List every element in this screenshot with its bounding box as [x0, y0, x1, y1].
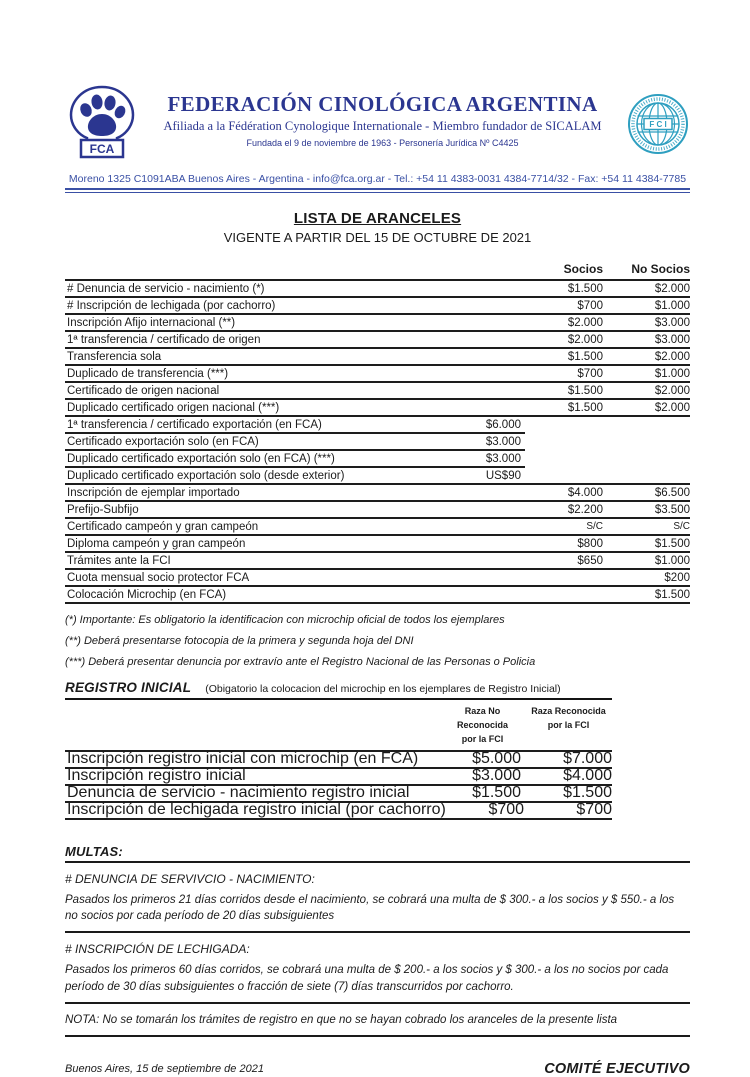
fee-label: Duplicado de transferencia (***)	[67, 367, 229, 380]
fee-row	[65, 587, 690, 604]
col-header-no-socios: No Socios	[631, 262, 690, 276]
registro-no-reconocida-value: $700	[488, 801, 525, 819]
registro-title: REGISTRO INICIAL	[65, 680, 192, 695]
registro-reconocida-value: $1.500	[563, 784, 612, 802]
fee-row	[65, 298, 690, 315]
fee-row	[65, 468, 690, 485]
fee-label: Certificado campeón y gran campeón	[67, 520, 259, 533]
fee-socios-value: $1.500	[567, 282, 603, 295]
fee-no-socios-value: S/C	[673, 521, 690, 532]
letterhead-text	[139, 84, 626, 148]
place-date: Buenos Aires, 15 de septiembre de 2021	[65, 1063, 264, 1076]
org-founded: Fundada el 9 de noviembre de 1963 - Personería Jurídica Nº C4425	[246, 138, 519, 148]
footnote-2: (**) Deberá presentarse fotocopia de la primera y segunda hoja del DNI	[65, 635, 414, 647]
fee-label: # Denuncia de servicio - nacimiento (*)	[67, 282, 265, 295]
fee-mid-value: $6.000	[485, 418, 521, 431]
fee-no-socios-value: $1.500	[654, 588, 690, 601]
fee-row	[65, 332, 690, 349]
fee-label: Prefijo-Subfijo	[67, 503, 139, 516]
registro-reconocida-value: $700	[576, 801, 612, 819]
fee-socios-value: S/C	[586, 521, 603, 532]
footnote-1: (*) Importante: Es obligatorio la identificacion con microchip oficial de todos los ejemplares	[65, 614, 505, 626]
fee-no-socios-value: $1.000	[654, 554, 690, 567]
org-address: Moreno 1325 C1091ABA Buenos Aires - Argentina - info@fca.org.ar - Tel.: +54 11 4383-0031 4384-7714/32 - Fax: +54 11 4384-7785	[68, 173, 687, 185]
fee-no-socios-value: $2.000	[654, 384, 690, 397]
registro-row	[65, 786, 612, 803]
fee-label: Trámites ante la FCI	[67, 554, 171, 567]
fee-row	[65, 570, 690, 587]
fee-row	[65, 451, 690, 468]
header-divider	[65, 188, 690, 193]
fee-no-socios-value: $3.000	[654, 316, 690, 329]
org-name: FEDERACIÓN CINOLÓGICA ARGENTINA	[167, 92, 598, 116]
fee-row	[65, 536, 690, 553]
footnotes	[65, 614, 690, 668]
fee-socios-value: $2.200	[567, 503, 603, 516]
registro-inicial-section	[65, 680, 612, 820]
col-header-raza-reconocida: Raza Reconocida por la FCI	[531, 706, 606, 730]
fee-label: Colocación Microchip (en FCA)	[67, 588, 227, 601]
col-header-socios: Socios	[563, 262, 603, 276]
page-title: LISTA DE ARANCELES	[293, 210, 462, 227]
svg-text:FCA: FCA	[89, 142, 115, 156]
fca-paw-logo-icon	[65, 84, 139, 165]
fee-table	[65, 262, 690, 604]
fee-no-socios-value: $3.000	[654, 333, 690, 346]
nota-divider	[65, 1035, 690, 1037]
section-divider	[65, 931, 690, 933]
fee-row	[65, 400, 690, 417]
fee-mid-value: $3.000	[485, 452, 521, 465]
fee-no-socios-value: $6.500	[654, 486, 690, 499]
svg-text:F C I: F C I	[649, 120, 667, 129]
fee-no-socios-value: $2.000	[654, 282, 690, 295]
fee-row	[65, 315, 690, 332]
page-subtitle: VIGENTE A PARTIR DEL 15 DE OCTUBRE DE 2021	[223, 230, 532, 245]
fee-socios-value: $650	[577, 554, 603, 567]
fee-no-socios-value: $1.500	[654, 537, 690, 550]
fee-label: Diploma campeón y gran campeón	[67, 537, 246, 550]
fee-socios-value: $1.500	[567, 401, 603, 414]
registro-row	[65, 803, 612, 820]
registro-no-reconocida-value: $3.000	[472, 767, 521, 785]
fee-no-socios-value: $2.000	[654, 401, 690, 414]
registro-label: Denuncia de servicio - nacimiento registro inicial	[67, 784, 410, 802]
fee-label: Inscripción de ejemplar importado	[67, 486, 240, 499]
fee-row	[65, 366, 690, 383]
signature-row	[65, 1061, 690, 1077]
fee-no-socios-value: $1.000	[654, 299, 690, 312]
registro-row	[65, 752, 612, 769]
fee-no-socios-value: $1.000	[654, 367, 690, 380]
fee-socios-value: $4.000	[567, 486, 603, 499]
multas-divider	[65, 861, 690, 863]
fee-socios-value: $700	[577, 299, 603, 312]
registro-no-reconocida-value: $1.500	[472, 784, 521, 802]
section-divider	[65, 1002, 690, 1004]
multas-title: MULTAS:	[65, 843, 123, 859]
fee-label: Transferencia sola	[67, 350, 162, 363]
committee-label: COMITÉ EJECUTIVO	[544, 1061, 690, 1077]
fee-label: Duplicado certificado exportación solo (desde exterior)	[67, 469, 345, 482]
fee-label: 1ª transferencia / certificado de origen	[67, 333, 261, 346]
fee-label: Duplicado certificado exportación solo (en FCA) (***)	[67, 452, 335, 465]
fee-label: # Inscripción de lechigada (por cachorro)	[67, 299, 276, 312]
registro-label: Inscripción registro inicial con microchip (en FCA)	[67, 750, 419, 768]
multa-denuncia-body: Pasados los primeros 21 días corridos desde el nacimiento, se cobrará una multa de $ 300.- a los socios y $ 550.- a los no socios por cada período de 20 días subsiguientes	[65, 893, 675, 923]
fee-label: Duplicado certificado origen nacional (***)	[67, 401, 280, 414]
fee-row	[65, 349, 690, 366]
fee-socios-value: $2.000	[567, 316, 603, 329]
registro-label: Inscripción registro inicial	[67, 767, 246, 785]
registro-row	[65, 769, 612, 786]
fee-mid-value: US$90	[485, 469, 521, 482]
registro-heading	[65, 680, 612, 695]
org-affiliation: Afiliada a la Fédération Cynologique Internationale - Miembro fundador de SICALAM	[163, 119, 602, 133]
fee-no-socios-value: $200	[664, 571, 690, 584]
fee-row	[65, 434, 690, 451]
fee-row	[65, 519, 690, 536]
multas-section	[65, 844, 690, 1037]
registro-reconocida-value: $7.000	[563, 750, 612, 768]
fee-row	[65, 417, 690, 434]
registro-label: Inscripción de lechigada registro inicial (por cachorro)	[67, 801, 446, 819]
multa-denuncia-title: # DENUNCIA DE SERVIVCIO - NACIMIENTO:	[65, 871, 315, 886]
fee-row	[65, 553, 690, 570]
fee-socios-value: $1.500	[567, 350, 603, 363]
nota-text: NOTA: No se tomarán los trámites de registro en que no se hayan cobrado los aranceles de la presente lista	[65, 1014, 618, 1027]
multa-lechigada-body: Pasados los primeros 60 días corridos, se cobrará una multa de $ 200.- a los socios y $ 300.- a los no socios por cada período de 30 días subsiguientes o fracción de siete (7) días transcurridos por cachorro.	[65, 964, 669, 993]
fee-label: Inscripción Afijo internacional (**)	[67, 316, 236, 329]
fee-label: Certificado exportación solo (en FCA)	[67, 435, 259, 448]
fee-socios-value: $1.500	[567, 384, 603, 397]
fee-socios-value: $2.000	[567, 333, 603, 346]
fee-label: Cuota mensual socio protector FCA	[67, 571, 250, 584]
fee-table-header	[65, 262, 690, 281]
registro-reconocida-value: $4.000	[563, 767, 612, 785]
letterhead	[65, 84, 690, 165]
fee-socios-value: $700	[577, 367, 603, 380]
multa-lechigada-title: # INSCRIPCIÓN DE LECHIGADA:	[65, 942, 250, 957]
col-header-raza-no-reconocida: Raza No Reconocida por la FCI	[456, 706, 508, 744]
fee-socios-value: $800	[577, 537, 603, 550]
registro-table-header	[65, 700, 612, 752]
fee-no-socios-value: $2.000	[654, 350, 690, 363]
fee-row	[65, 485, 690, 502]
fee-mid-value: $3.000	[485, 435, 521, 448]
registro-note: (Obigatorio la colocacion del microchip en los ejemplares de Registro Inicial)	[205, 683, 561, 695]
fee-label: 1ª transferencia / certificado exportación (en FCA)	[67, 418, 322, 431]
fee-row	[65, 281, 690, 298]
footnote-3: (***) Deberá presentar denuncia por extravío ante el Registro Nacional de las Personas o Policia	[65, 656, 536, 668]
fci-globe-logo-icon	[626, 92, 690, 161]
fee-label: Certificado de origen nacional	[67, 384, 220, 397]
registro-no-reconocida-value: $5.000	[472, 750, 521, 768]
fee-no-socios-value: $3.500	[654, 503, 690, 516]
fee-row	[65, 502, 690, 519]
fee-row	[65, 383, 690, 400]
